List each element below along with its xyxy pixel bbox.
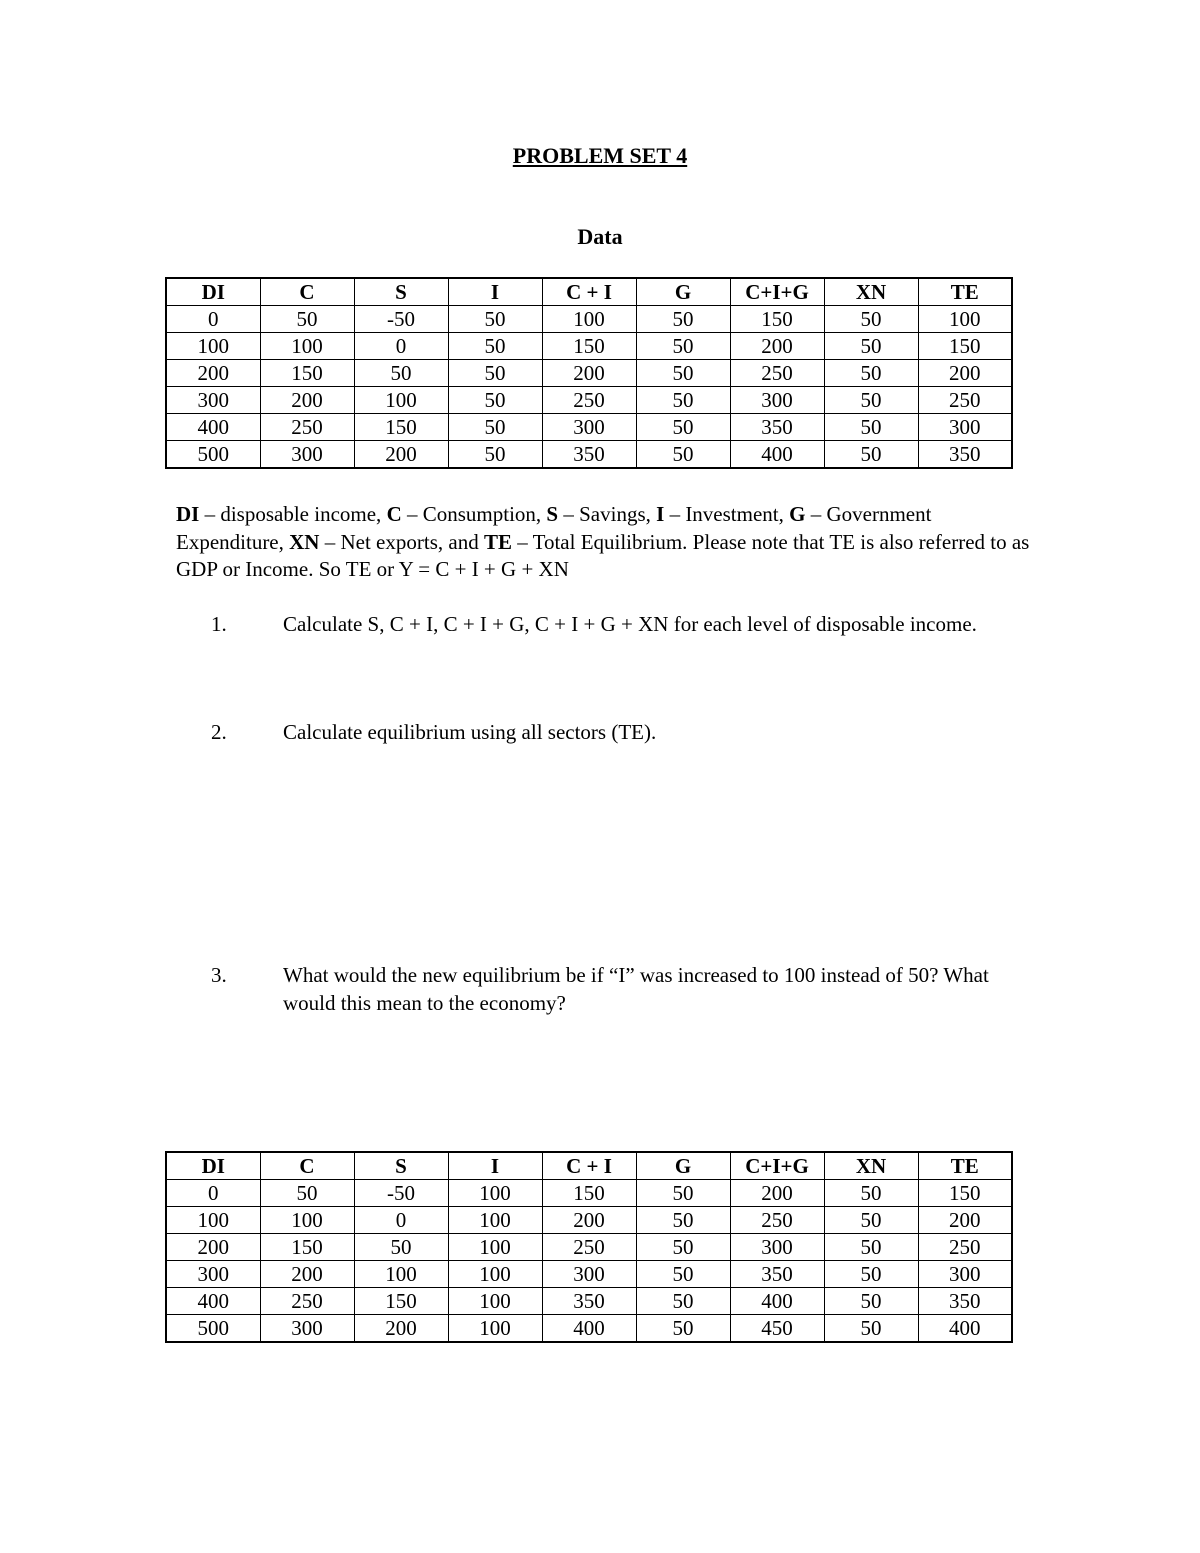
table-row xyxy=(166,1207,1012,1234)
data-subtitle: Data xyxy=(577,224,623,249)
table-cell: 100 xyxy=(260,1207,354,1234)
table-cell: 350 xyxy=(918,1288,1012,1315)
def-c: – Consumption, xyxy=(401,502,547,526)
table-row xyxy=(166,333,1012,360)
def-i: – Investment, xyxy=(664,502,790,526)
table-cell: 300 xyxy=(730,387,824,414)
table-cell: 50 xyxy=(448,333,542,360)
def-xn: – Net exports, and xyxy=(319,529,484,554)
question-number: 2. xyxy=(211,720,227,744)
table-cell: 200 xyxy=(918,1207,1012,1234)
table-cell: 500 xyxy=(166,1315,260,1343)
table-cell: 100 xyxy=(448,1234,542,1261)
table-row xyxy=(166,1288,1012,1315)
table-cell: 50 xyxy=(354,1234,448,1261)
table-cell: 100 xyxy=(448,1315,542,1343)
table-cell: 50 xyxy=(824,387,918,414)
table-cell: 50 xyxy=(824,1207,918,1234)
table-cell: 50 xyxy=(824,1261,918,1288)
table-cell: 400 xyxy=(542,1315,636,1343)
question-text: What would the new equilibrium be if “I” was increased to 100 instead of 50? What would this mean to the economy? xyxy=(283,963,989,1015)
table-cell: 50 xyxy=(636,1261,730,1288)
table-cell: 50 xyxy=(824,1234,918,1261)
table-cell: -50 xyxy=(354,1180,448,1207)
table-cell: 300 xyxy=(918,1261,1012,1288)
header-cell: G xyxy=(636,1152,730,1180)
table-cell: 300 xyxy=(730,1234,824,1261)
table-cell: 50 xyxy=(260,1180,354,1207)
table-cell: 200 xyxy=(918,360,1012,387)
table-cell: 50 xyxy=(636,333,730,360)
table-cell: 200 xyxy=(542,1207,636,1234)
question-number: 3. xyxy=(211,963,227,987)
def-s: – Savings, xyxy=(558,502,657,526)
table-cell: 150 xyxy=(730,306,824,333)
table-cell: 50 xyxy=(824,1288,918,1315)
table-cell: 300 xyxy=(166,1261,260,1288)
table-cell: 200 xyxy=(354,441,448,469)
header-cell: C + I xyxy=(542,1152,636,1180)
table-cell: 200 xyxy=(166,1234,260,1261)
table-cell: 150 xyxy=(542,1180,636,1207)
term-di: DI xyxy=(176,502,200,526)
table-cell: 300 xyxy=(166,387,260,414)
table-cell: 350 xyxy=(730,414,824,441)
header-cell: C xyxy=(260,278,354,306)
table-cell: 200 xyxy=(542,360,636,387)
definitions-paragraph xyxy=(176,501,1036,584)
table-cell: 50 xyxy=(824,360,918,387)
table-cell: 200 xyxy=(354,1315,448,1343)
table-cell: 50 xyxy=(636,1207,730,1234)
table-cell: 100 xyxy=(166,333,260,360)
table-cell: 50 xyxy=(636,1288,730,1315)
table-row xyxy=(166,387,1012,414)
header-cell: I xyxy=(448,1152,542,1180)
table-cell: 250 xyxy=(730,1207,824,1234)
header-cell: DI xyxy=(166,1152,260,1180)
term-s: S xyxy=(546,502,559,526)
table-cell: 50 xyxy=(636,441,730,469)
table-row xyxy=(166,1261,1012,1288)
table-cell: 200 xyxy=(730,333,824,360)
table-cell: 50 xyxy=(636,1315,730,1343)
table-cell: 150 xyxy=(260,360,354,387)
table-cell: 250 xyxy=(918,387,1012,414)
table-cell: 200 xyxy=(730,1180,824,1207)
header-cell: C + I xyxy=(542,278,636,306)
table-cell: 300 xyxy=(918,414,1012,441)
table-header-row xyxy=(166,1152,1012,1180)
table-cell: 150 xyxy=(542,333,636,360)
table-body xyxy=(166,306,1012,469)
table-cell: 100 xyxy=(448,1180,542,1207)
table-cell: 0 xyxy=(166,306,260,333)
table-row xyxy=(166,1315,1012,1343)
table-cell: 50 xyxy=(636,1234,730,1261)
table-cell: 500 xyxy=(166,441,260,469)
header-cell: XN xyxy=(824,1152,918,1180)
table-cell: 400 xyxy=(166,1288,260,1315)
table-cell: 300 xyxy=(542,1261,636,1288)
term-xn: XN xyxy=(289,529,320,554)
table-cell: 50 xyxy=(448,306,542,333)
table-cell: 100 xyxy=(448,1207,542,1234)
table-cell: 450 xyxy=(730,1315,824,1343)
table-cell: 50 xyxy=(636,360,730,387)
table-cell: 0 xyxy=(166,1180,260,1207)
table-cell: 50 xyxy=(260,306,354,333)
table-cell: 250 xyxy=(918,1234,1012,1261)
table-cell: 50 xyxy=(636,1180,730,1207)
table-cell: 50 xyxy=(448,387,542,414)
table-cell: 250 xyxy=(260,414,354,441)
table-body xyxy=(166,1180,1012,1343)
table-cell: 250 xyxy=(542,1234,636,1261)
header-cell: S xyxy=(354,1152,448,1180)
table-cell: 200 xyxy=(260,1261,354,1288)
table-cell: 250 xyxy=(260,1288,354,1315)
table-cell: 50 xyxy=(448,414,542,441)
table-cell: 250 xyxy=(730,360,824,387)
header-cell: S xyxy=(354,278,448,306)
table-cell: 50 xyxy=(636,306,730,333)
table-cell: 50 xyxy=(824,306,918,333)
header-cell: TE xyxy=(918,278,1012,306)
table-cell: 100 xyxy=(260,333,354,360)
table-cell: 150 xyxy=(918,1180,1012,1207)
table-cell: 100 xyxy=(918,306,1012,333)
table-cell: 50 xyxy=(636,387,730,414)
table-cell: 50 xyxy=(824,1315,918,1343)
header-cell: DI xyxy=(166,278,260,306)
table-cell: 300 xyxy=(260,1315,354,1343)
table-cell: 50 xyxy=(824,1180,918,1207)
table-cell: 150 xyxy=(354,414,448,441)
question-text: Calculate S, C + I, C + I + G, C + I + G + XN for each level of disposable income. xyxy=(283,612,977,636)
table-row xyxy=(166,414,1012,441)
table-cell: -50 xyxy=(354,306,448,333)
table-cell: 300 xyxy=(542,414,636,441)
table-row xyxy=(166,360,1012,387)
page-title: PROBLEM SET 4 xyxy=(512,143,688,168)
table-cell: 100 xyxy=(354,1261,448,1288)
header-cell: C xyxy=(260,1152,354,1180)
table-cell: 350 xyxy=(730,1261,824,1288)
table-row xyxy=(166,306,1012,333)
question-number: 1. xyxy=(211,612,227,636)
def-di: – disposable income, xyxy=(199,502,387,526)
table-cell: 100 xyxy=(448,1261,542,1288)
term-g: G xyxy=(789,502,806,526)
def-te: – Total Equilibrium. Please note that TE is also referred to as GDP or Income. So TE or Y = C + I + G + XN xyxy=(176,529,1030,581)
table-cell: 300 xyxy=(260,441,354,469)
table-cell: 150 xyxy=(354,1288,448,1315)
table-cell: 150 xyxy=(260,1234,354,1261)
table-cell: 200 xyxy=(166,360,260,387)
header-cell: TE xyxy=(918,1152,1012,1180)
term-i: I xyxy=(656,502,665,526)
header-cell: XN xyxy=(824,278,918,306)
table-cell: 50 xyxy=(354,360,448,387)
table-row xyxy=(166,441,1012,469)
table-cell: 50 xyxy=(636,414,730,441)
table-header-row xyxy=(166,278,1012,306)
header-cell: G xyxy=(636,278,730,306)
table-cell: 0 xyxy=(354,333,448,360)
table-cell: 50 xyxy=(824,414,918,441)
table-cell: 350 xyxy=(542,1288,636,1315)
table-cell: 100 xyxy=(354,387,448,414)
table-cell: 50 xyxy=(824,441,918,469)
table-cell: 200 xyxy=(260,387,354,414)
table-cell: 100 xyxy=(166,1207,260,1234)
header-cell: C+I+G xyxy=(730,1152,824,1180)
data-table-initial xyxy=(165,277,1013,469)
question-text: Calculate equilibrium using all sectors (TE). xyxy=(283,720,657,744)
table-row xyxy=(166,1180,1012,1207)
table-cell: 0 xyxy=(354,1207,448,1234)
def-g: – Government Expenditure, xyxy=(176,502,932,554)
table-cell: 250 xyxy=(542,387,636,414)
data-table-increased-investment xyxy=(165,1151,1013,1343)
table-cell: 150 xyxy=(918,333,1012,360)
table-row xyxy=(166,1234,1012,1261)
table-cell: 50 xyxy=(448,441,542,469)
term-te: TE xyxy=(483,529,512,554)
table-cell: 400 xyxy=(918,1315,1012,1343)
table-cell: 50 xyxy=(448,360,542,387)
table-cell: 400 xyxy=(730,441,824,469)
header-cell: C+I+G xyxy=(730,278,824,306)
table-cell: 50 xyxy=(824,333,918,360)
table-cell: 400 xyxy=(166,414,260,441)
table-cell: 400 xyxy=(730,1288,824,1315)
table-cell: 350 xyxy=(542,441,636,469)
header-cell: I xyxy=(448,278,542,306)
table-cell: 100 xyxy=(448,1288,542,1315)
table-cell: 350 xyxy=(918,441,1012,469)
table-cell: 100 xyxy=(542,306,636,333)
term-c: C xyxy=(386,502,402,526)
